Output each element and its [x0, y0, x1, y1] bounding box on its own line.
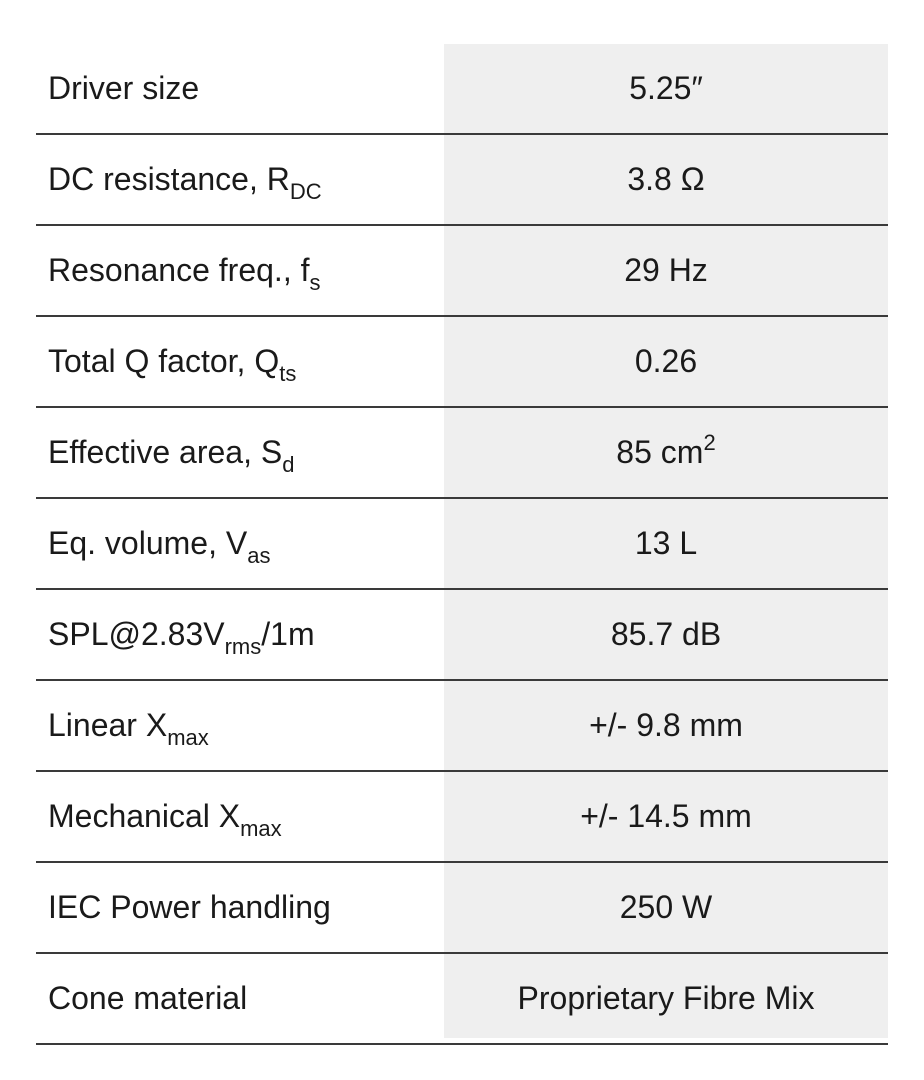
label-subscript: max [240, 816, 282, 841]
spec-value: 13 L [634, 525, 698, 561]
spec-value: 5.25″ [629, 70, 703, 106]
spec-row-iec-power-handling [36, 863, 888, 954]
spec-value: 3.8 Ω [627, 161, 705, 197]
spec-label: Resonance freq., $f_s$ [48, 252, 321, 295]
spec-row-effective-area [36, 408, 888, 499]
label-subscript: s [309, 270, 321, 295]
spec-row-cone-material [36, 954, 888, 1045]
spec-label: Driver size [48, 70, 200, 106]
spec-label: Linear $X_{max}$ [48, 707, 209, 750]
label-subscript: d [282, 452, 295, 477]
label-subscript: DC [289, 179, 322, 204]
spec-row-driver-size [36, 44, 888, 135]
spec-label: Total Q factor, $Q_{ts}$ [48, 343, 297, 386]
spec-value: 85.7 dB [610, 616, 722, 652]
label-subscript: max [167, 725, 209, 750]
spec-table [36, 44, 888, 1045]
spec-value: 0.26 [634, 343, 698, 379]
spec-row-eq-volume [36, 499, 888, 590]
label-subscript: rms [224, 634, 262, 659]
spec-value: +/- 9.8 mm [589, 707, 743, 743]
spec-label: Mechanical $X_{max}$ [48, 798, 282, 841]
spec-label: Effective area, $S_d$ [48, 434, 295, 477]
spec-label: IEC Power handling [48, 889, 331, 925]
label-subscript: as [247, 543, 271, 568]
spec-label: DC resistance, $R_{DC}$ [48, 161, 322, 204]
spec-value: Proprietary Fibre Mix [517, 980, 815, 1016]
spec-row-dc-resistance [36, 135, 888, 226]
spec-row-total-q-factor [36, 317, 888, 408]
spec-value: 29 Hz [624, 252, 708, 288]
spec-row-mechanical-xmax [36, 772, 888, 863]
spec-label: $SPL@2.83V_{rms}/1m$ [48, 616, 315, 659]
spec-value: +/- 14.5 mm [580, 798, 752, 834]
spec-row-resonance-freq [36, 226, 888, 317]
spec-row-linear-xmax [36, 681, 888, 772]
spec-row-spl [36, 590, 888, 681]
spec-value: 85 $cm^2$ [616, 430, 716, 470]
spec-label: Cone material [48, 980, 248, 1016]
spec-label: Eq. volume, $V_{as}$ [48, 525, 271, 568]
label-subscript: ts [279, 361, 297, 386]
value-superscript: 2 [703, 430, 716, 455]
spec-value: 250 W [619, 889, 713, 925]
